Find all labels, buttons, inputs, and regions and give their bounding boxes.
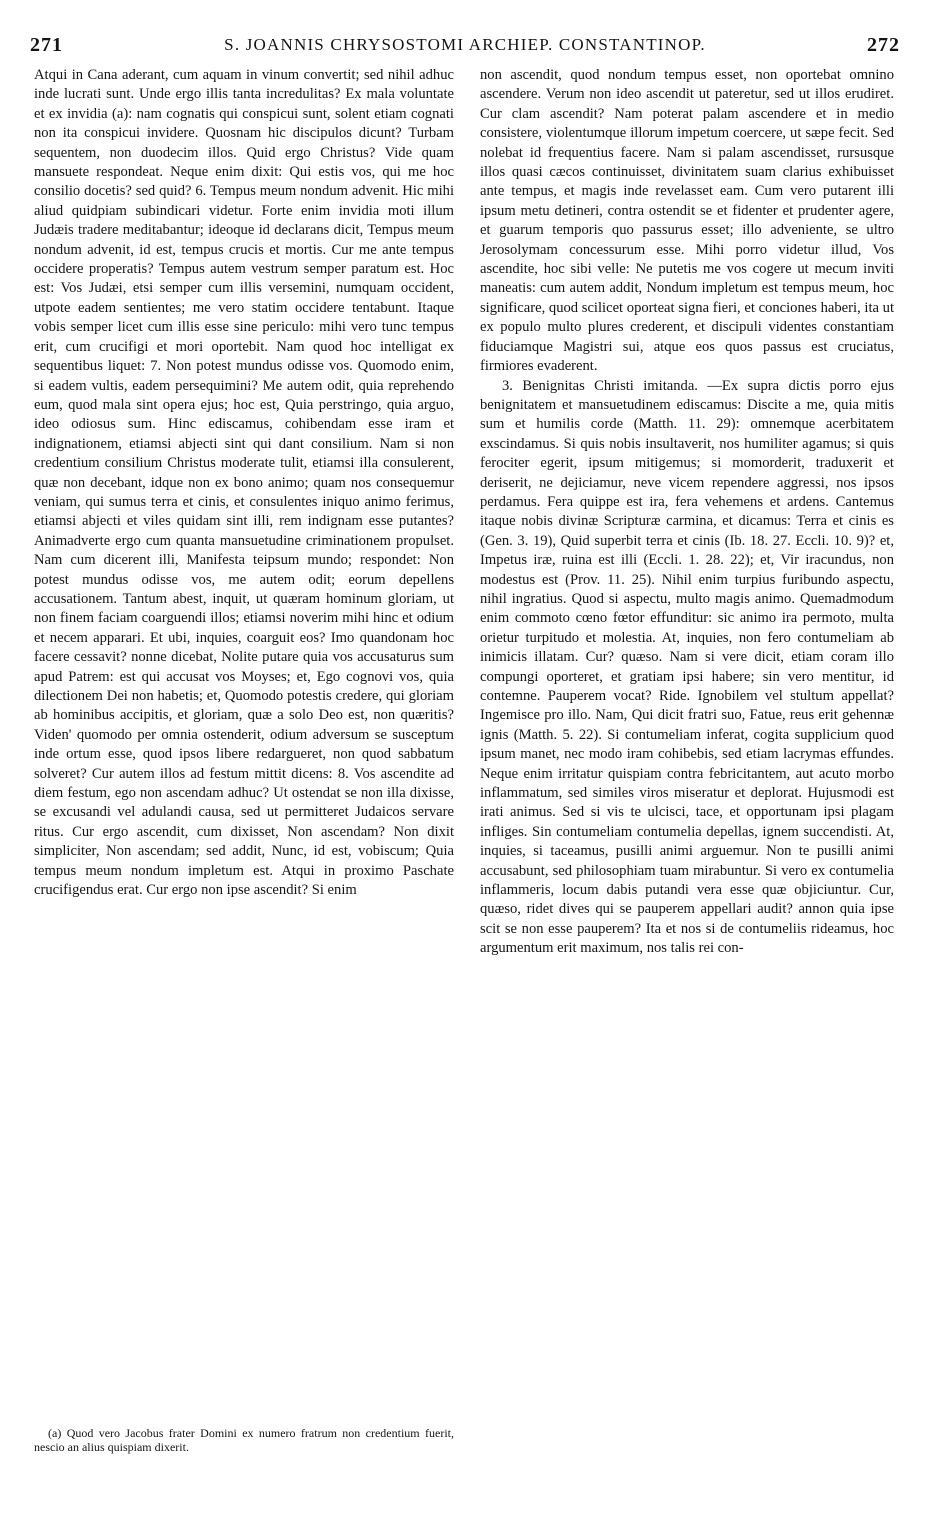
paragraph: non ascendit, quod nondum tempus esset, non oportebat omnino ascendere. Verum non ideo ascendit ut pateretur, sed ut illos erudiret. Cur clam ascendit? Nam poterat palam ascendere et in medio consistere, violentumque illorum impetum coercere, ut sæpe fecit. Sed nolebat id frequentius facere. Nam si palam ascendisset, rursusque illos quasi cæcos continuisset, divinitatem suam clarius exhibuisset ante tempus, et magis inde revelasset eam. Cum vero putarent illi ipsum metu detineri, contra ostendit se et fidenter et prudenter agere, et guarum temporis quo passurus esset; illo adveniente, se ultro Jerosolymam concessurum esse. Mihi porro videtur illud, Vos ascendite, hoc sibi velle: Ne putetis me vos cogere ut mecum inviti maneatis: cum autem addit, Nondum impletum est tempus meum, hoc significare, quod scilicet oporteat signa fieri, et conciones haberi, ita ut ex populo multo plures crederent, et discipuli videntes constantiam fiduciamque Magistri sui, atque eos quos passus est cruciatus, firmiores evaderent. [480, 67, 894, 375]
running-title: S. JOANNIS CHRYSOSTOMI ARCHIEP. CONSTANTINOP. [224, 35, 706, 54]
page-number-left: 271 [30, 34, 63, 56]
page-number-right: 272 [867, 34, 900, 56]
paragraph: 3. Benignitas Christi imitanda. —Ex supra dictis porro ejus benignitatem et mansuetudinem ediscamus: Discite a me, quia mitis sum et humilis corde (Matth. 11. 29): omnemque acerbitatem exscindamus. Si quis nobis insultaverit, nos humiliter agamus; si quis ferociter egerit, ipsum mitigemus; si momorderit, traduxerit et deriserit, ne dejiciamur, neve vicem rependere aggressi, nos ipsos perdamus. Fera quippe est ira, fera vehemens et ardens. Cantemus itaque nobis divinæ Scripturæ carmina, et dicamus: Terra et cinis es (Gen. 3. 19), Quid superbit terra et cinis (Ib. 18. 27. Eccli. 10. 9)? et, Impetus iræ, ruina est illi (Eccli. 1. 28. 22); et, Vir iracundus, non modestus est (Prov. 11. 25). Nihil enim turpius furibundo aspectu, nihil ingratius. Quod si aspectu, multo magis animo. Quemadmodum enim commoto cœno fœtor effunditur: sic animo ira permoto, multa orietur turpitudo et molestia. At, inquies, non fero contumeliam ab inimicis illatam. Cur? quæso. Nam si vere dicit, etiam coram illo compungi oporteret, et gratiam ipsi habere; sin vero mentitur, id contemne. Pauperem vocat? Ride. Ignobilem vel stultum appellat? Ingemisce pro illo. Nam, Qui dicit fratri suo, Fatue, reus erit gehennæ ignis (Matth. 5. 22). Si contumeliam inferat, cogita supplicium quod ipsum manet, nec modo iram cohibebis, sed etiam lacrymas effundes. Neque enim irritatur quispiam contra febricitantem, aut acuto morbo inflammatum, sed similes viros miseratur et deplorat. Hujusmodi est irati animus. Sed si vis te ulcisci, tace, et opportunam ipsi plagam infliges. Sin contumeliam contumelia depellas, ignem succendisti. At, inquies, si taceamus, pusilli animi arguemur. Non te pusilli animi accusabunt, sed philosophiam tuam mirabuntur. Si vero ex contumelia inflammeris, locum dabis putandi vera esse quæ objiciuntur. Cur, quæso, ridet dives qui se pauperem appellari audit? annon quia ipse scit se non esse pauperem? Ita et nos si de contumeliis rideamus, hoc argumentum erit maximum, nos talis rei con- [480, 377, 894, 957]
page-header [30, 34, 900, 58]
paragraph: Atqui in Cana aderant, cum aquam in vinum convertit; sed nihil adhuc inde lucrati sunt. Unde ergo illis tanta incredulitas? Ex mala voluntate et ex invidia (a): nam cognatis qui conspicui sunt, solent etiam cognati non ita conspicui invidere. Quosnam hic discipulos dicunt? Turbam sequentem, non duodecim illos. Quid ergo Christus? Vide quam mansuete respondeat. Neque enim dixit: Qui estis vos, qui me hoc consilio docetis? sed quid? 6. Tempus meum nondum advenit. Hic mihi aliud quidpiam subindicari videtur. Forte enim invidia moti illum Judæis tradere meditabantur; ideoque id declarans dicit, Tempus meum nondum advenit, id est, tempus crucis et mortis. Cur me ante tempus occidere properatis? Tempus autem vestrum semper paratum est. Hoc est: Vos Judæi, etsi semper cum illis versemini, numquam occident, utpote eadem sentientes; me vero statim occidere tentabunt. Itaque vobis semper licet cum illis esse sine periculo: mihi vero tunc tempus erit, cum crucifigi et mori oportebit. Nam quod hoc intelligat ex sequentibus liquet: 7. Non potest mundus odisse vos. Quomodo enim, si eadem vultis, eadem persequimini? Me autem odit, quia reprehendo eum, quod mala sint opera ejus; hoc est, Quia perstringo, quia arguo, ideo odiosus sum. Hinc ediscamus, cohibendam esse iram et indignationem, etiamsi abjecti sint qui dant consilium. Nam si non credentium consilium Christus moderate tulit, etiamsi illa consulerent, quæ non decebant, idque non ex bono animo; quam nos consequemur veniam, qui sumus terra et cinis, et consulentes iniquo animo ferimus, etiamsi abjecti et viles quidam sint illi, rem indignam esse putantes? Animadverte ergo cum quanta mansuetudine criminationem propulset. Nam cum dicerent illi, Manifesta teipsum mundo; respondet: Non potest mundus odisse vos, me autem odit; eorum depellens accusationem. Tantum abest, inquit, ut quæram hominum gloriam, ut non finem faciam coarguendi illos; etiamsi noverim mihi hinc et odium et necem apparari. Et ubi, inquies, coarguit eos? Imo quandonam hoc facere cessavit? nonne dicebat, Nolite putare quia vos accusaturus sum apud Patrem: est qui accusat vos Moyses; et, Ego cognovi vos, quia dilectionem Dei non habetis; et, Quomodo potestis credere, qui gloriam ab hominibus accipitis, et gloriam, quæ a solo Deo est, non quæritis? Viden' quomodo per omnia ostenderit, odium adversum se susceptum inde ortum esse, quod ipsos libere redargueret, non quod sabbatum solveret? Cur autem illos ad festum mittit dicens: 8. Vos ascendite ad diem festum, ego non ascendam adhuc? Ut ostendat se non illa dixisse, se excusandi vel adulandi causa, sed ut permitteret Judaicos servare ritus. Cur ergo ascendit, cum dixisset, Non ascendam? Non dixit simpliciter, Non ascendam; sed addit, Nunc, id est, vobiscum; Quia tempus meum nondum impletum est. Atqui in proximo Paschate crucifigendus erat. Cur ergo non ipse ascendit? Si enim [34, 67, 454, 899]
left-column [34, 66, 454, 900]
footnote: (a) Quod vero Jacobus frater Domini ex numero fratrum non credentium fuerit, nescio an alius quispiam dixerit. [34, 1426, 454, 1454]
right-column [480, 66, 894, 959]
